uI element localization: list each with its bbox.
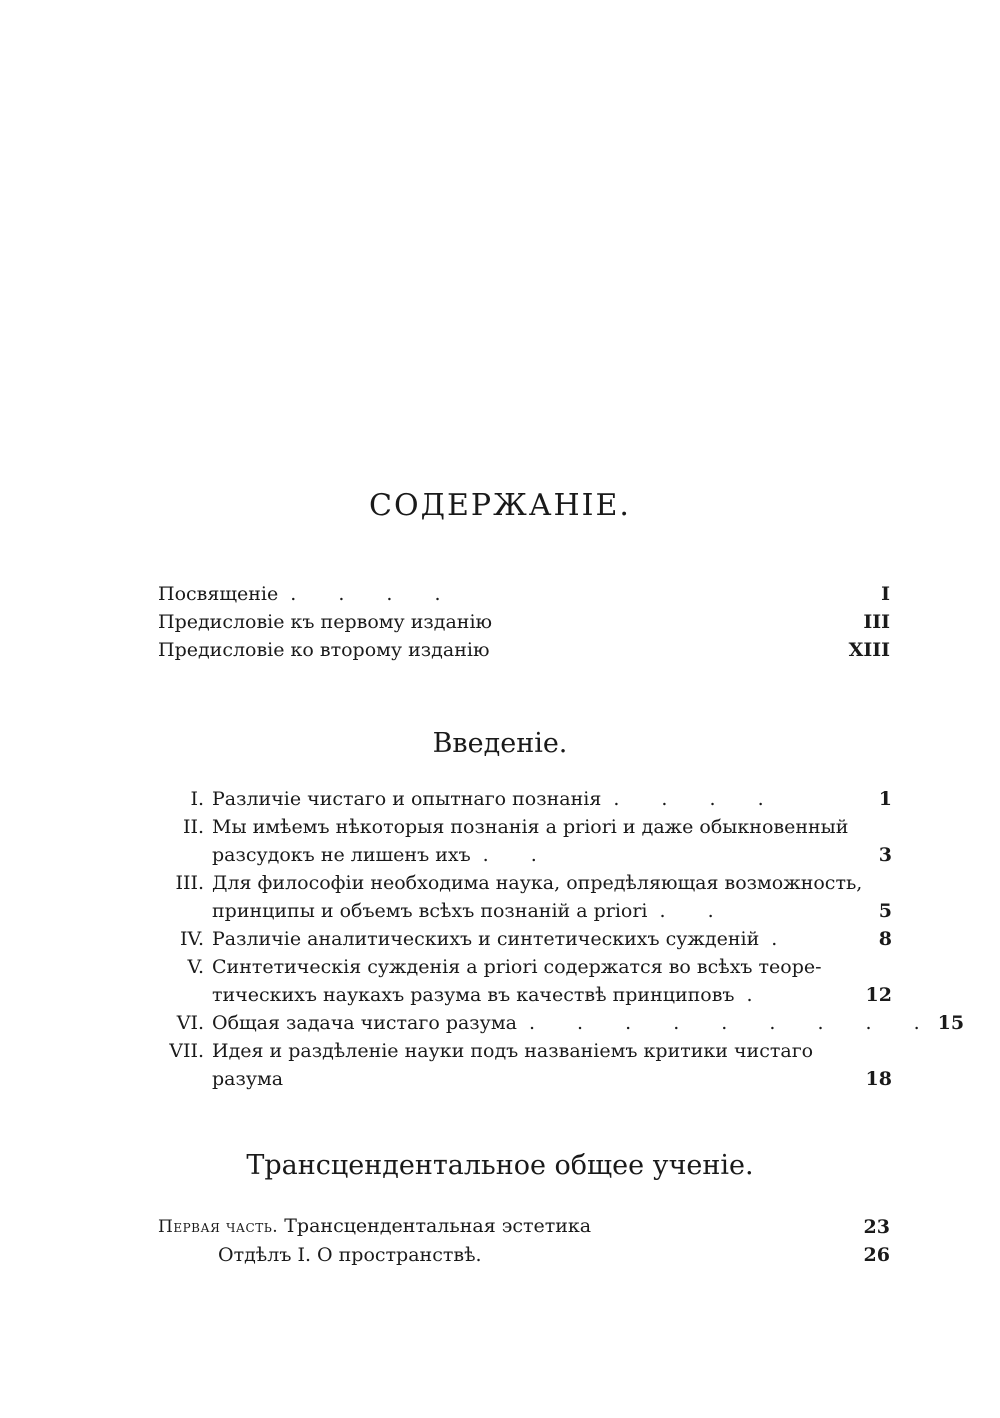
entry-label: Посвященiе — [158, 583, 279, 605]
toc-entry-intro-4 — [160, 925, 892, 953]
leader-dots: . . . . . . . . . — [528, 1012, 938, 1034]
toc-entry-part-one — [158, 1212, 890, 1241]
entry-label: Различiе аналитическихъ и синтетическихъ сужденiй — [212, 928, 760, 950]
entry-label: Идея и раздѣленiе науки подъ названiемъ критики чистаго — [212, 1040, 814, 1062]
section-heading-transcendental: Трансцендентальное общее ученiе. — [246, 1150, 754, 1181]
toc-introduction — [160, 785, 965, 1093]
section-number: VI. — [176, 1012, 204, 1034]
toc-entry-section-one — [158, 1241, 890, 1269]
section-number: V. — [187, 956, 204, 978]
page-number: 18 — [865, 1068, 892, 1090]
toc-entry-intro-2-line1 — [160, 813, 892, 841]
toc-entry-preface-first — [158, 608, 890, 636]
toc-entry-dedication — [158, 580, 890, 608]
entry-label: Отдѣлъ I. О пространствѣ. — [218, 1244, 482, 1266]
toc-entry-preface-second — [158, 636, 890, 664]
toc-entry-intro-1 — [160, 785, 892, 813]
section-number: II. — [182, 816, 204, 838]
entry-label: Предисловiе ко второму изданiю — [158, 639, 490, 661]
leader-dots: . . — [482, 844, 555, 866]
page-number: 12 — [865, 984, 892, 1006]
page-number: I — [881, 583, 890, 605]
page-number: 15 — [937, 1012, 965, 1034]
toc-entry-intro-3-line1 — [160, 869, 892, 897]
entry-label-continued: принципы и объемъ всѣхъ познанiй a priori — [212, 900, 648, 922]
entry-label: Для философiи необходима наука, опредѣляющая возможность, — [212, 872, 863, 894]
entry-label: Мы имѣемъ нѣкоторыя познанiя a priori и даже обыкновенный — [212, 816, 849, 838]
entry-label-continued: тическихъ наукахъ разума въ качествѣ принциповъ — [212, 984, 735, 1006]
page-number: 5 — [878, 900, 892, 922]
toc-transcendental — [158, 1212, 890, 1269]
leader-dots: . . . . — [290, 583, 459, 605]
entry-label: Предисловiе къ первому изданiю — [158, 611, 493, 633]
section-number: IV. — [180, 928, 204, 950]
part-prefix: Первая часть. — [158, 1217, 279, 1237]
section-number: VII. — [169, 1040, 204, 1062]
page-number: 8 — [878, 928, 892, 950]
entry-label-continued: разума — [212, 1068, 284, 1090]
entry-label: Различiе чистаго и опытнаго познанiя — [212, 788, 602, 810]
entry-label: Трансцендентальная эстетика — [284, 1215, 592, 1237]
toc-entry-intro-7-line2 — [160, 1065, 892, 1093]
page-number: XIII — [848, 639, 890, 661]
entry-label-continued: разсудокъ не лишенъ ихъ — [212, 844, 471, 866]
entry-label: Синтетическiя сужденiя a priori содержатся во всѣхъ теоре- — [212, 956, 822, 978]
page-title: СОДЕРЖАНIЕ. — [369, 488, 631, 523]
page-number: 1 — [878, 788, 892, 810]
toc-entry-intro-5-line1 — [160, 953, 892, 981]
toc-entry-intro-3-line2 — [160, 897, 892, 925]
leader-dots: . . . . — [613, 788, 782, 810]
page-number: 26 — [863, 1244, 890, 1266]
page-number: III — [863, 611, 890, 633]
leader-dots: . — [771, 928, 796, 950]
leader-dots: . — [746, 984, 771, 1006]
section-number: III. — [175, 872, 204, 894]
toc-front-matter — [158, 580, 890, 664]
toc-entry-intro-7-line1 — [160, 1037, 892, 1065]
leader-dots: . . — [659, 900, 732, 922]
section-heading-introduction: Введенiе. — [432, 728, 568, 759]
page-number: 3 — [878, 844, 892, 866]
toc-entry-intro-6 — [160, 1009, 965, 1037]
page-number: 23 — [863, 1216, 890, 1238]
section-number: I. — [190, 788, 204, 810]
toc-entry-intro-2-line2 — [160, 841, 892, 869]
toc-entry-intro-5-line2 — [160, 981, 892, 1009]
entry-label: Общая задача чистаго разума — [212, 1012, 517, 1034]
